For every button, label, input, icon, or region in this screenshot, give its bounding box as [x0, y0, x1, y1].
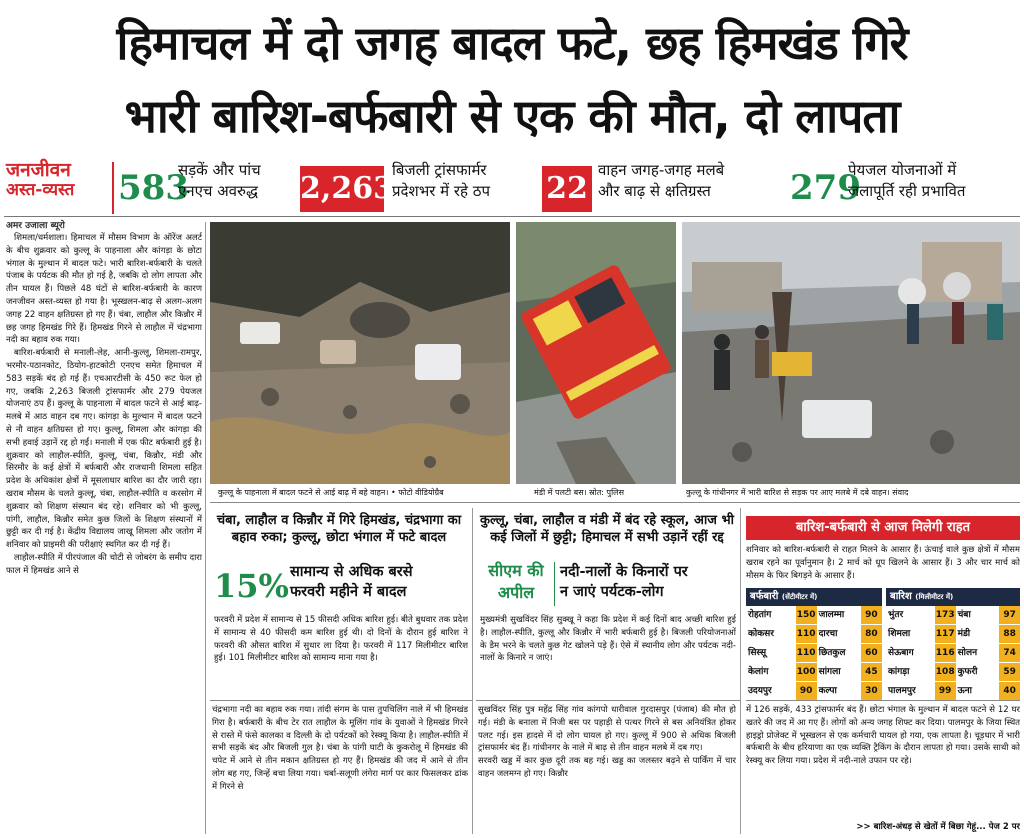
jump-link[interactable]: >> बारिश-अंधड़ से खेतों में बिछा गेहूं... पेज 2 पर	[856, 822, 1020, 832]
snow-place: जालम्मा	[818, 610, 845, 620]
badge-divider	[112, 162, 114, 214]
rain-table-header	[886, 588, 1020, 606]
rain-value: 117	[935, 625, 956, 643]
photo-overturned-bus-image	[516, 222, 676, 484]
left-column-divider	[205, 222, 206, 834]
snow-value: 45	[861, 663, 882, 681]
stat-vehicles-line-1: वाहन जगह-जगह मलबे	[598, 161, 725, 179]
stat-water-text	[848, 160, 1020, 202]
caption-photo-2: मंडी में पलटी बस। स्रोत: पुलिस	[534, 488, 624, 497]
snow-value: 110	[796, 644, 817, 662]
rain-table	[886, 588, 1020, 698]
story2-big-text	[290, 562, 470, 602]
rain-row	[886, 606, 1020, 625]
stats-rule	[4, 216, 1020, 217]
rain-rows	[886, 606, 1020, 701]
relief-body: शनिवार को बारिश-बर्फबारी से राहत मिलने के आसार हैं। ऊंचाई वाले कुछ क्षेत्रों में मौसम खराब रहने का पूर्वानुमान है। 2 मार्च को धूप खिलने के आसार हैं। 3 और चार मार्च को मौसम के फिर बिगड़ने के आसार हैं।	[746, 545, 1020, 581]
snow-row	[746, 682, 882, 701]
rain-value: 116	[935, 644, 956, 662]
rain-value: 97	[999, 606, 1020, 624]
snow-place: केलांग	[748, 667, 769, 677]
stat-water-line-2: जलापूर्ति रही प्रभावित	[848, 182, 966, 200]
stat-roads-number: 583	[118, 168, 189, 208]
snow-value: 90	[796, 682, 817, 700]
rain-place: सेऊबाग	[888, 648, 914, 658]
snow-place: सांगला	[818, 667, 841, 677]
photos-rule	[210, 502, 1020, 503]
story2-subhead: चंबा, लाहौल व किन्नौर में गिरे हिमखंड, चंद्रभागा का बहाव रुका; कुल्लू, छोटा भंगाल में फटे बादल	[216, 513, 462, 545]
photo-overturned-bus	[516, 222, 676, 484]
badge-line-1: जनजीवन	[6, 159, 71, 181]
story2-continued: चंद्रभागा नदी का बहाव रुक गया। तांदी संगम के पास तुपचिलिंग नाले में भी हिमखंड गिरा है। बर्फबारी के बीच टेर रात लाहौल के मूलिंग गांव के युवाओं ने हिमखंड गिरने से रास्ते में फंसे कालका व दिल्ली के दो पर्यटकों को रेस्क्यू किया है। लाहौल-स्पीति में सभी सड़कें बंद और बिजली गुल है। चंबा के पांगी घाटी के कुकरोलू में हिमखंड की चपेट में आने से तीन मकान क्षतिग्रस्त हो गए हैं। हिमखंड की जद में आने से तीन लोग बह गए, जिन्हें बचा लिया गया। चर्बा-सलूणी लंगेरा मार्ग पर कार फिसलकर ढांक में गिरने से	[212, 705, 468, 792]
rain-value: 40	[999, 682, 1020, 700]
right-divider	[740, 508, 741, 834]
rain-value: 99	[935, 682, 956, 700]
stat-vehicles-text	[598, 160, 768, 202]
stat-vehicles-number: 22	[542, 166, 592, 212]
snow-value: 150	[796, 606, 817, 624]
rain-value: 108	[935, 663, 956, 681]
left-paragraph-3: लाहौल-स्पीति में पीरपंजाल की चोटी से जोबरंग के समीप दारा फाल में हिमखंड आने से	[6, 552, 202, 576]
relief-continued: में 126 सड़कें, 433 ट्रांसफार्मर बंद हैं। छोटा भंगाल के मुल्थान में बादल फटने से 12 घर खतरे की जद में आ गए हैं। लोगों को अन्य जगह शिफ्ट कर दिया। पालमपुर के जिया स्थित हाइड्रो प्रोजेक्ट में भूस्खलन से एक कर्मचारी घायल हो गया, एक लापता है। चूड़धार में भारी बर्फबारी के बीच हरियाणा का एक व्यक्ति ट्रैकिंग के दौरान लापता हो गया। उसके साथी को रेस्क्यू कर लिया गया। प्रदेश में नदी-नाले उफान पर रहे।	[746, 705, 1020, 767]
snow-value: 80	[861, 625, 882, 643]
middle-divider	[472, 508, 473, 834]
snow-value: 100	[796, 663, 817, 681]
badge-line-2: अस्त-व्यस्त	[6, 180, 75, 200]
section-badge	[6, 160, 110, 200]
rain-row	[886, 663, 1020, 682]
snow-place: कोकसर	[748, 629, 774, 639]
left-paragraph-1: शिमला/धर्मशाला। हिमाचल में मौसम विभाग के ऑरेंज अलर्ट के बीच शुक्रवार को कुल्लू के पाहनाला और कांगड़ा के छोटा भंगाल के मुल्थान में बादल फटे। भारी बारिश-बर्फबारी के चलते पंजाब के पर्यटक की मौत हो गई है, जबकि दो लोग लापता और तीन घायल हैं। पिछले 48 घंटों से बारिश-बर्फबारी के कारण जनजीवन अस्त-व्यस्त हो गया है। भूस्खलन-बाढ़ से अलग-अलग जगह 22 वाहन क्षतिग्रस्त हो गए हैं। चंबा, लाहौल और किन्नौर में छह जगह हिमखंड गिरे हैं। हिमखंड गिरने से लाहौल में चंद्रभागा नदी का बहाव रुक गया।	[6, 233, 202, 346]
cm-appeal-label-2: अपील	[497, 583, 535, 602]
story3-continued: सुखविंदर सिंह पुत्र महेंद्र सिंह गांव कांगपो धारीवाल गुरदासपुर (पंजाब) की मौत हो गई। मंडी के बनाला में निजी बस पर पहाड़ी से पत्थर गिरने से बस अनियंत्रित होकर पलट गई। इस हादसे में दो लोग घायल हो गए। कुल्लू में 900 से अधिक बिजली ट्रांसफार्मर बंद हैं। गांधीनगर के नाले में बाढ़ से तीन वाहन मलबे में दब गए। सरवरी खड्ड में कार कुछ दूरी तक बह गई। खड्ड का जलस्तर बढ़ने से पार्किंग में चार वाहन जलमग्न हो गए। किन्नौर	[478, 705, 736, 779]
rain-place: सोलन	[957, 648, 978, 658]
rain-place: कुफरी	[957, 667, 978, 677]
rain-place: कांगड़ा	[888, 667, 910, 677]
stat-water-line-1: पेयजल योजनाओं में	[848, 161, 957, 179]
snow-row	[746, 663, 882, 682]
left-paragraph-2: बारिश-बर्फबारी से मनाली-लेह, आनी-कुल्लू, शिमला-रामपुर, भरमौर-पठानकोट, ठियोग-हाटकोटी एनएच समेत हिमाचल में 583 सड़कें बंद हो गई हैं। एचआरटीसी के 450 रूट फेल हो गए, जबकि 2,263 बिजली ट्रांसफार्मर और 279 पेयजल योजनाएं ठप हैं। कुल्लू के पाहनाला में बादल फटने से आई बाढ़-मलबे में आठ वाहन दब गए। कांगड़ा के मुल्थान में बादल फटने से नौ वाहन क्षतिग्रस्त हो गए। कुल्लू, शिमला और कांगड़ा की सभी हवाई उड़ानें रद्द हो गईं। मनाली में एक फीट बर्फबारी हुई है। शुक्रवार को लाहौल-स्पीति, कुल्लू, चंबा, किन्नौर, मंडी और सिरमौर के कई क्षेत्रों में बर्फबारी और राजधानी शिमला सहित प्रदेश के अधिकांश क्षेत्रों में मूसलाधार बारिश का दौर जारी रहा। खराब मौसम के चलते कुल्लू, चंबा, लाहौल-स्पीति व करसोग में शुक्रवार को शिक्षण संस्थान बंद रहे। शनिवार को भी कुल्लू, पांगी, लाहौल, किन्नौर समेत कुछ जिलों के शिक्षण संस्थानों में छुट्टी कर दी गई है। केंद्रीय विद्यालय जाखू शिमला और जतोग में शनिवार को प्राइमरी की परीक्षाएं स्थगित कर दी गई हैं।	[6, 348, 202, 551]
rain-place: ऊना	[957, 686, 972, 696]
story3-rule	[476, 700, 740, 701]
snow-header: बर्फबारी	[750, 591, 779, 602]
snow-value: 60	[861, 644, 882, 662]
rain-value: 74	[999, 644, 1020, 662]
photo-debris-vehicles-image	[682, 222, 1020, 484]
stat-roads-line-1: सड़कें और पांच	[178, 161, 261, 179]
snow-row	[746, 644, 882, 663]
headline-line-1: हिमाचल में दो जगह बादल फटे, छह हिमखंड गिरे	[116, 16, 908, 70]
snow-rows	[746, 606, 882, 701]
snow-table-header	[746, 588, 882, 606]
rain-unit: (मिलीमीटर में)	[915, 593, 954, 601]
relief-rule	[746, 700, 1020, 701]
stat-roads-line-2: एनएच अवरुद्ध	[178, 182, 258, 200]
snow-table	[746, 588, 882, 698]
stat-transformers-line-2: प्रदेशभर में रहे ठप	[392, 182, 490, 200]
snow-place: छितकुल	[818, 648, 846, 658]
stat-transformers-number: 2,263	[300, 166, 384, 212]
cm-appeal-label-1: सीएम की	[488, 561, 544, 580]
stat-vehicles-line-2: और बाढ़ से क्षतिग्रस्त	[598, 182, 711, 200]
snow-place: दारचा	[818, 629, 838, 639]
stat-transformers-line-1: बिजली ट्रांसफार्मर	[392, 161, 487, 179]
snow-row	[746, 606, 882, 625]
cm-appeal-text	[560, 562, 740, 602]
snow-place: कल्पा	[818, 686, 837, 696]
stat-transformers-text	[392, 160, 540, 202]
appeal-divider	[554, 562, 555, 606]
snow-value: 30	[861, 682, 882, 700]
snow-unit: (सेंटीमीटर में)	[781, 593, 818, 601]
rain-place: शिमला	[888, 629, 911, 639]
rain-place: मंडी	[957, 629, 971, 639]
photo-debris-vehicles	[682, 222, 1020, 484]
photo-flood-vehicles-image	[210, 222, 510, 484]
rain-place: भुंतर	[888, 610, 904, 620]
stat-water-number: 279	[790, 168, 861, 208]
snow-place: उदयपुर	[748, 686, 772, 696]
story2-big-number: 15%	[214, 567, 289, 605]
photo-flood-vehicles	[210, 222, 510, 484]
rain-header: बारिश	[890, 591, 912, 602]
rain-row	[886, 644, 1020, 663]
rain-value: 59	[999, 663, 1020, 681]
cm-appeal-line-1: नदी-नालों के किनारों पर	[560, 564, 688, 580]
relief-title: बारिश-बर्फबारी से आज मिलेगी राहत	[746, 516, 1020, 540]
story2-big-line-2: फरवरी महीने में बादल	[290, 584, 407, 600]
story3-body: मुख्यमंत्री सुखविंदर सिंह सुक्खू ने कहा कि प्रदेश में कई दिनों बाद अच्छी बारिश हुई है। लाहौल-स्पीति, कुल्लू और किन्नौर में भारी बर्फबारी हुई है। बिजली परियोजनाओं के डैम भरने के चलते कुछ गेट खोलने पड़े हैं। ऐसे में स्थानीय लोग और पर्यटक नदी-नालों के किनारे न जाएं।	[480, 615, 736, 664]
caption-photo-3: कुल्लू के गांधीनगर में भारी बारिश से सड़क पर आए मलबे में दबे वाहन। संवाद	[686, 488, 909, 497]
story3-subhead: कुल्लू, चंबा, लाहौल व मंडी में बंद रहे स्कूल, आज भी कई जिलों में छुट्टी; हिमाचल में सभी उड़ानें रहीं रद्द	[480, 513, 734, 545]
snow-value: 110	[796, 625, 817, 643]
story2-rule	[210, 700, 472, 701]
stat-roads-text	[178, 160, 298, 202]
rain-value: 88	[999, 625, 1020, 643]
snow-place: सिस्सू	[748, 648, 767, 658]
snow-place: रोहतांग	[748, 610, 772, 620]
headline-line-2: भारी बारिश-बर्फबारी से एक की मौत, दो लापता	[124, 89, 900, 143]
caption-photo-1: कुल्लू के पाहनाला में बादल फटने से आई बाढ़ में बहे वाहन। • फोटो वीडियोग्रैब	[218, 488, 444, 497]
byline: अमर उजाला ब्यूरो	[6, 221, 65, 231]
cm-appeal-box	[478, 560, 554, 610]
snow-value: 90	[861, 606, 882, 624]
rain-place: पालमपुर	[888, 686, 916, 696]
story2-big-line-1: सामान्य से अधिक बरसे	[290, 564, 413, 580]
rain-place: चंबा	[957, 610, 971, 620]
snow-row	[746, 625, 882, 644]
left-column-text	[6, 232, 202, 836]
cm-appeal-line-2: न जाएं पर्यटक-लोग	[560, 584, 664, 600]
rain-value: 173	[935, 606, 956, 624]
rain-row	[886, 682, 1020, 701]
story2-body: फरवरी में प्रदेश में सामान्य से 15 फीसदी अधिक बारिश हुई। बीते बुधवार तक प्रदेश में सामान्य से 40 फीसदी कम बारिश हुई थी। दो दिनों के दौरान हुई बारिश ने फरवरी की औसत बारिश में सुधार ला दिया है। फरवरी में 117 मिलीमीटर बारिश हुई। 101 मिलीमीटर बारिश को सामान्य माना गया है।	[214, 615, 468, 664]
rain-row	[886, 625, 1020, 644]
